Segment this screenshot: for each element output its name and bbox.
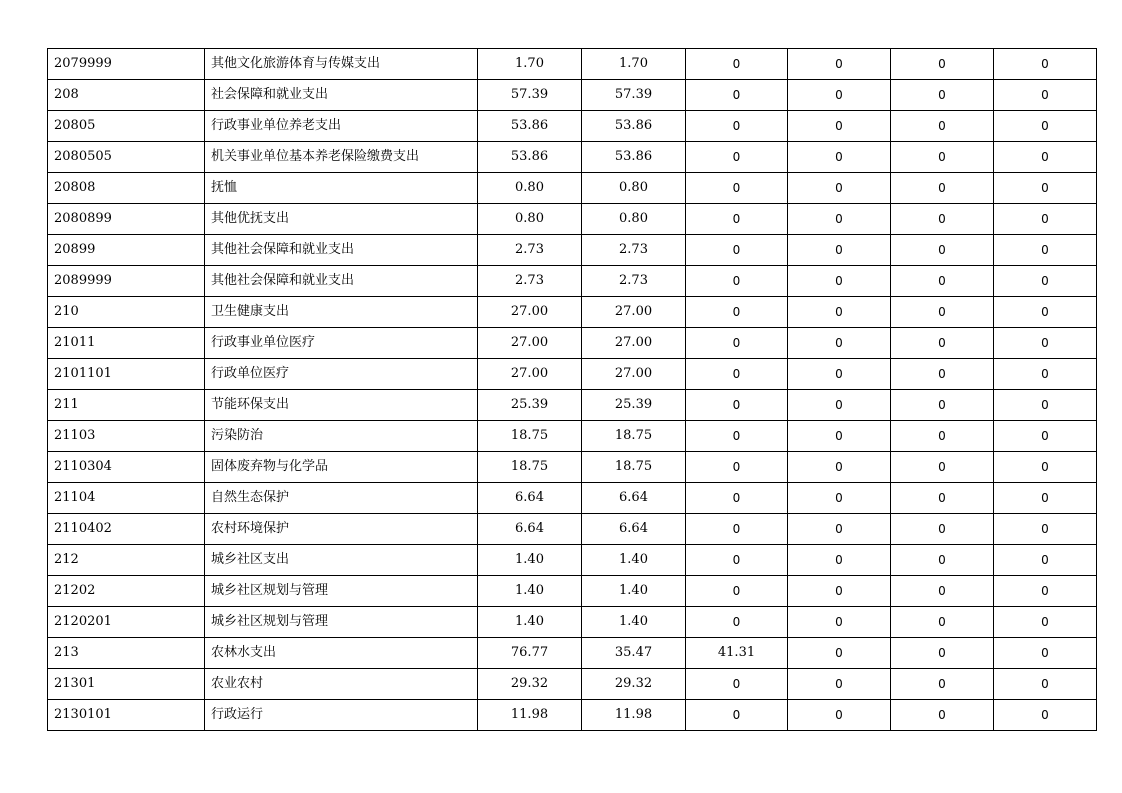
cell-column-6: 0: [994, 514, 1097, 545]
cell-column-6: 0: [994, 173, 1097, 204]
cell-subject-name: 行政单位医疗: [205, 359, 478, 390]
cell-column-4: 0: [788, 235, 891, 266]
cell-column-6: 0: [994, 359, 1097, 390]
cell-total: 27.00: [478, 297, 582, 328]
cell-subject-name: 其他文化旅游体育与传媒支出: [205, 49, 478, 80]
cell-column-5: 0: [891, 359, 994, 390]
cell-subject-name: 行政运行: [205, 700, 478, 731]
cell-total: 6.64: [478, 483, 582, 514]
cell-total: 1.40: [478, 576, 582, 607]
cell-column-2: 27.00: [582, 359, 686, 390]
cell-column-5: 0: [891, 49, 994, 80]
cell-column-2: 6.64: [582, 514, 686, 545]
cell-column-5: 0: [891, 297, 994, 328]
cell-column-6: 0: [994, 576, 1097, 607]
cell-total: 25.39: [478, 390, 582, 421]
table-row: [48, 328, 1097, 359]
cell-column-4: 0: [788, 700, 891, 731]
cell-subject-code: 210: [48, 297, 205, 328]
cell-column-6: 0: [994, 669, 1097, 700]
cell-subject-code: 2110402: [48, 514, 205, 545]
table-row: [48, 483, 1097, 514]
table-row: [48, 173, 1097, 204]
table-row: [48, 49, 1097, 80]
cell-subject-code: 20899: [48, 235, 205, 266]
cell-total: 76.77: [478, 638, 582, 669]
cell-total: 53.86: [478, 111, 582, 142]
cell-subject-code: 20805: [48, 111, 205, 142]
cell-column-2: 53.86: [582, 111, 686, 142]
cell-subject-code: 213: [48, 638, 205, 669]
cell-column-5: 0: [891, 111, 994, 142]
cell-column-4: 0: [788, 638, 891, 669]
cell-subject-code: 2089999: [48, 266, 205, 297]
cell-column-5: 0: [891, 545, 994, 576]
cell-subject-name: 农林水支出: [205, 638, 478, 669]
cell-subject-code: 21104: [48, 483, 205, 514]
cell-subject-code: 21103: [48, 421, 205, 452]
cell-column-4: 0: [788, 576, 891, 607]
cell-column-3: 0: [686, 669, 788, 700]
cell-column-4: 0: [788, 452, 891, 483]
cell-column-6: 0: [994, 638, 1097, 669]
cell-column-4: 0: [788, 359, 891, 390]
cell-column-5: 0: [891, 204, 994, 235]
cell-column-6: 0: [994, 607, 1097, 638]
cell-column-2: 2.73: [582, 235, 686, 266]
table-row: [48, 111, 1097, 142]
cell-column-6: 0: [994, 390, 1097, 421]
cell-column-2: 1.40: [582, 576, 686, 607]
table-row: [48, 576, 1097, 607]
cell-column-3: 0: [686, 545, 788, 576]
cell-subject-code: 208: [48, 80, 205, 111]
cell-column-4: 0: [788, 297, 891, 328]
cell-column-5: 0: [891, 576, 994, 607]
cell-column-3: 0: [686, 266, 788, 297]
cell-column-6: 0: [994, 142, 1097, 173]
cell-column-3: 0: [686, 235, 788, 266]
cell-column-5: 0: [891, 700, 994, 731]
cell-column-5: 0: [891, 328, 994, 359]
table-row: [48, 297, 1097, 328]
cell-total: 6.64: [478, 514, 582, 545]
cell-subject-name: 行政事业单位养老支出: [205, 111, 478, 142]
cell-column-4: 0: [788, 545, 891, 576]
cell-column-2: 57.39: [582, 80, 686, 111]
cell-total: 2.73: [478, 266, 582, 297]
cell-column-5: 0: [891, 638, 994, 669]
cell-subject-code: 212: [48, 545, 205, 576]
table-row: [48, 545, 1097, 576]
cell-subject-code: 2120201: [48, 607, 205, 638]
cell-column-2: 0.80: [582, 173, 686, 204]
budget-table: [47, 48, 1097, 731]
cell-column-6: 0: [994, 297, 1097, 328]
cell-column-5: 0: [891, 235, 994, 266]
cell-column-6: 0: [994, 80, 1097, 111]
cell-column-2: 18.75: [582, 452, 686, 483]
cell-column-2: 0.80: [582, 204, 686, 235]
cell-column-6: 0: [994, 328, 1097, 359]
cell-column-3: 0: [686, 390, 788, 421]
table-row: [48, 390, 1097, 421]
cell-column-4: 0: [788, 669, 891, 700]
cell-column-3: 0: [686, 483, 788, 514]
cell-column-5: 0: [891, 390, 994, 421]
cell-column-2: 1.40: [582, 607, 686, 638]
cell-column-5: 0: [891, 80, 994, 111]
cell-column-6: 0: [994, 49, 1097, 80]
cell-total: 18.75: [478, 421, 582, 452]
cell-column-3: 0: [686, 328, 788, 359]
cell-column-3: 41.31: [686, 638, 788, 669]
cell-subject-code: 20808: [48, 173, 205, 204]
cell-total: 53.86: [478, 142, 582, 173]
cell-column-4: 0: [788, 111, 891, 142]
cell-column-4: 0: [788, 49, 891, 80]
table-row: [48, 669, 1097, 700]
cell-subject-name: 其他社会保障和就业支出: [205, 266, 478, 297]
cell-column-2: 1.40: [582, 545, 686, 576]
cell-column-5: 0: [891, 421, 994, 452]
cell-column-5: 0: [891, 173, 994, 204]
cell-column-3: 0: [686, 80, 788, 111]
cell-total: 0.80: [478, 173, 582, 204]
cell-total: 1.40: [478, 607, 582, 638]
cell-column-4: 0: [788, 142, 891, 173]
cell-column-5: 0: [891, 514, 994, 545]
cell-subject-name: 农业农村: [205, 669, 478, 700]
cell-column-4: 0: [788, 483, 891, 514]
cell-subject-name: 其他优抚支出: [205, 204, 478, 235]
table-row: [48, 607, 1097, 638]
cell-subject-name: 其他社会保障和就业支出: [205, 235, 478, 266]
cell-subject-name: 机关事业单位基本养老保险缴费支出: [205, 142, 478, 173]
cell-total: 18.75: [478, 452, 582, 483]
cell-column-2: 25.39: [582, 390, 686, 421]
cell-column-4: 0: [788, 173, 891, 204]
cell-column-6: 0: [994, 452, 1097, 483]
cell-subject-name: 社会保障和就业支出: [205, 80, 478, 111]
table-row: [48, 142, 1097, 173]
cell-total: 1.40: [478, 545, 582, 576]
cell-subject-code: 2110304: [48, 452, 205, 483]
cell-subject-code: 2079999: [48, 49, 205, 80]
cell-subject-name: 农村环境保护: [205, 514, 478, 545]
cell-column-6: 0: [994, 266, 1097, 297]
cell-column-6: 0: [994, 421, 1097, 452]
cell-total: 57.39: [478, 80, 582, 111]
cell-column-2: 11.98: [582, 700, 686, 731]
cell-column-2: 1.70: [582, 49, 686, 80]
cell-column-3: 0: [686, 452, 788, 483]
cell-column-6: 0: [994, 204, 1097, 235]
cell-column-5: 0: [891, 452, 994, 483]
table-row: [48, 638, 1097, 669]
cell-total: 1.70: [478, 49, 582, 80]
cell-column-2: 2.73: [582, 266, 686, 297]
cell-subject-code: 21301: [48, 669, 205, 700]
cell-column-3: 0: [686, 49, 788, 80]
cell-subject-name: 污染防治: [205, 421, 478, 452]
cell-column-6: 0: [994, 545, 1097, 576]
cell-column-3: 0: [686, 173, 788, 204]
cell-total: 11.98: [478, 700, 582, 731]
cell-column-6: 0: [994, 235, 1097, 266]
cell-column-4: 0: [788, 514, 891, 545]
table-body: [48, 49, 1097, 731]
cell-column-3: 0: [686, 700, 788, 731]
table-row: [48, 204, 1097, 235]
cell-subject-code: 211: [48, 390, 205, 421]
table-row: [48, 359, 1097, 390]
cell-subject-name: 城乡社区支出: [205, 545, 478, 576]
cell-column-3: 0: [686, 204, 788, 235]
cell-column-4: 0: [788, 421, 891, 452]
cell-column-5: 0: [891, 607, 994, 638]
cell-column-5: 0: [891, 669, 994, 700]
cell-subject-code: 21011: [48, 328, 205, 359]
table-row: [48, 80, 1097, 111]
table-row: [48, 421, 1097, 452]
cell-total: 27.00: [478, 359, 582, 390]
table-row: [48, 452, 1097, 483]
cell-column-3: 0: [686, 514, 788, 545]
cell-total: 2.73: [478, 235, 582, 266]
cell-subject-name: 自然生态保护: [205, 483, 478, 514]
cell-subject-code: 2080505: [48, 142, 205, 173]
cell-subject-name: 行政事业单位医疗: [205, 328, 478, 359]
cell-subject-name: 城乡社区规划与管理: [205, 576, 478, 607]
cell-column-4: 0: [788, 607, 891, 638]
cell-column-2: 29.32: [582, 669, 686, 700]
cell-column-3: 0: [686, 111, 788, 142]
cell-column-4: 0: [788, 390, 891, 421]
table-row: [48, 514, 1097, 545]
cell-column-6: 0: [994, 111, 1097, 142]
cell-subject-code: 2101101: [48, 359, 205, 390]
cell-column-2: 27.00: [582, 328, 686, 359]
cell-column-3: 0: [686, 421, 788, 452]
cell-column-2: 35.47: [582, 638, 686, 669]
cell-subject-name: 卫生健康支出: [205, 297, 478, 328]
cell-column-5: 0: [891, 483, 994, 514]
cell-column-3: 0: [686, 576, 788, 607]
cell-column-3: 0: [686, 297, 788, 328]
cell-subject-name: 城乡社区规划与管理: [205, 607, 478, 638]
cell-column-3: 0: [686, 142, 788, 173]
cell-column-6: 0: [994, 700, 1097, 731]
cell-subject-code: 2130101: [48, 700, 205, 731]
cell-column-5: 0: [891, 142, 994, 173]
table-row: [48, 235, 1097, 266]
cell-subject-code: 21202: [48, 576, 205, 607]
cell-column-4: 0: [788, 80, 891, 111]
cell-subject-code: 2080899: [48, 204, 205, 235]
cell-subject-name: 抚恤: [205, 173, 478, 204]
cell-column-2: 27.00: [582, 297, 686, 328]
cell-column-5: 0: [891, 266, 994, 297]
cell-column-2: 6.64: [582, 483, 686, 514]
cell-column-3: 0: [686, 607, 788, 638]
cell-subject-name: 节能环保支出: [205, 390, 478, 421]
cell-column-4: 0: [788, 266, 891, 297]
cell-subject-name: 固体废弃物与化学品: [205, 452, 478, 483]
cell-column-2: 53.86: [582, 142, 686, 173]
cell-column-2: 18.75: [582, 421, 686, 452]
table-row: [48, 266, 1097, 297]
cell-total: 27.00: [478, 328, 582, 359]
cell-total: 29.32: [478, 669, 582, 700]
cell-column-4: 0: [788, 328, 891, 359]
cell-column-4: 0: [788, 204, 891, 235]
cell-total: 0.80: [478, 204, 582, 235]
cell-column-6: 0: [994, 483, 1097, 514]
table-row: [48, 700, 1097, 731]
cell-column-3: 0: [686, 359, 788, 390]
